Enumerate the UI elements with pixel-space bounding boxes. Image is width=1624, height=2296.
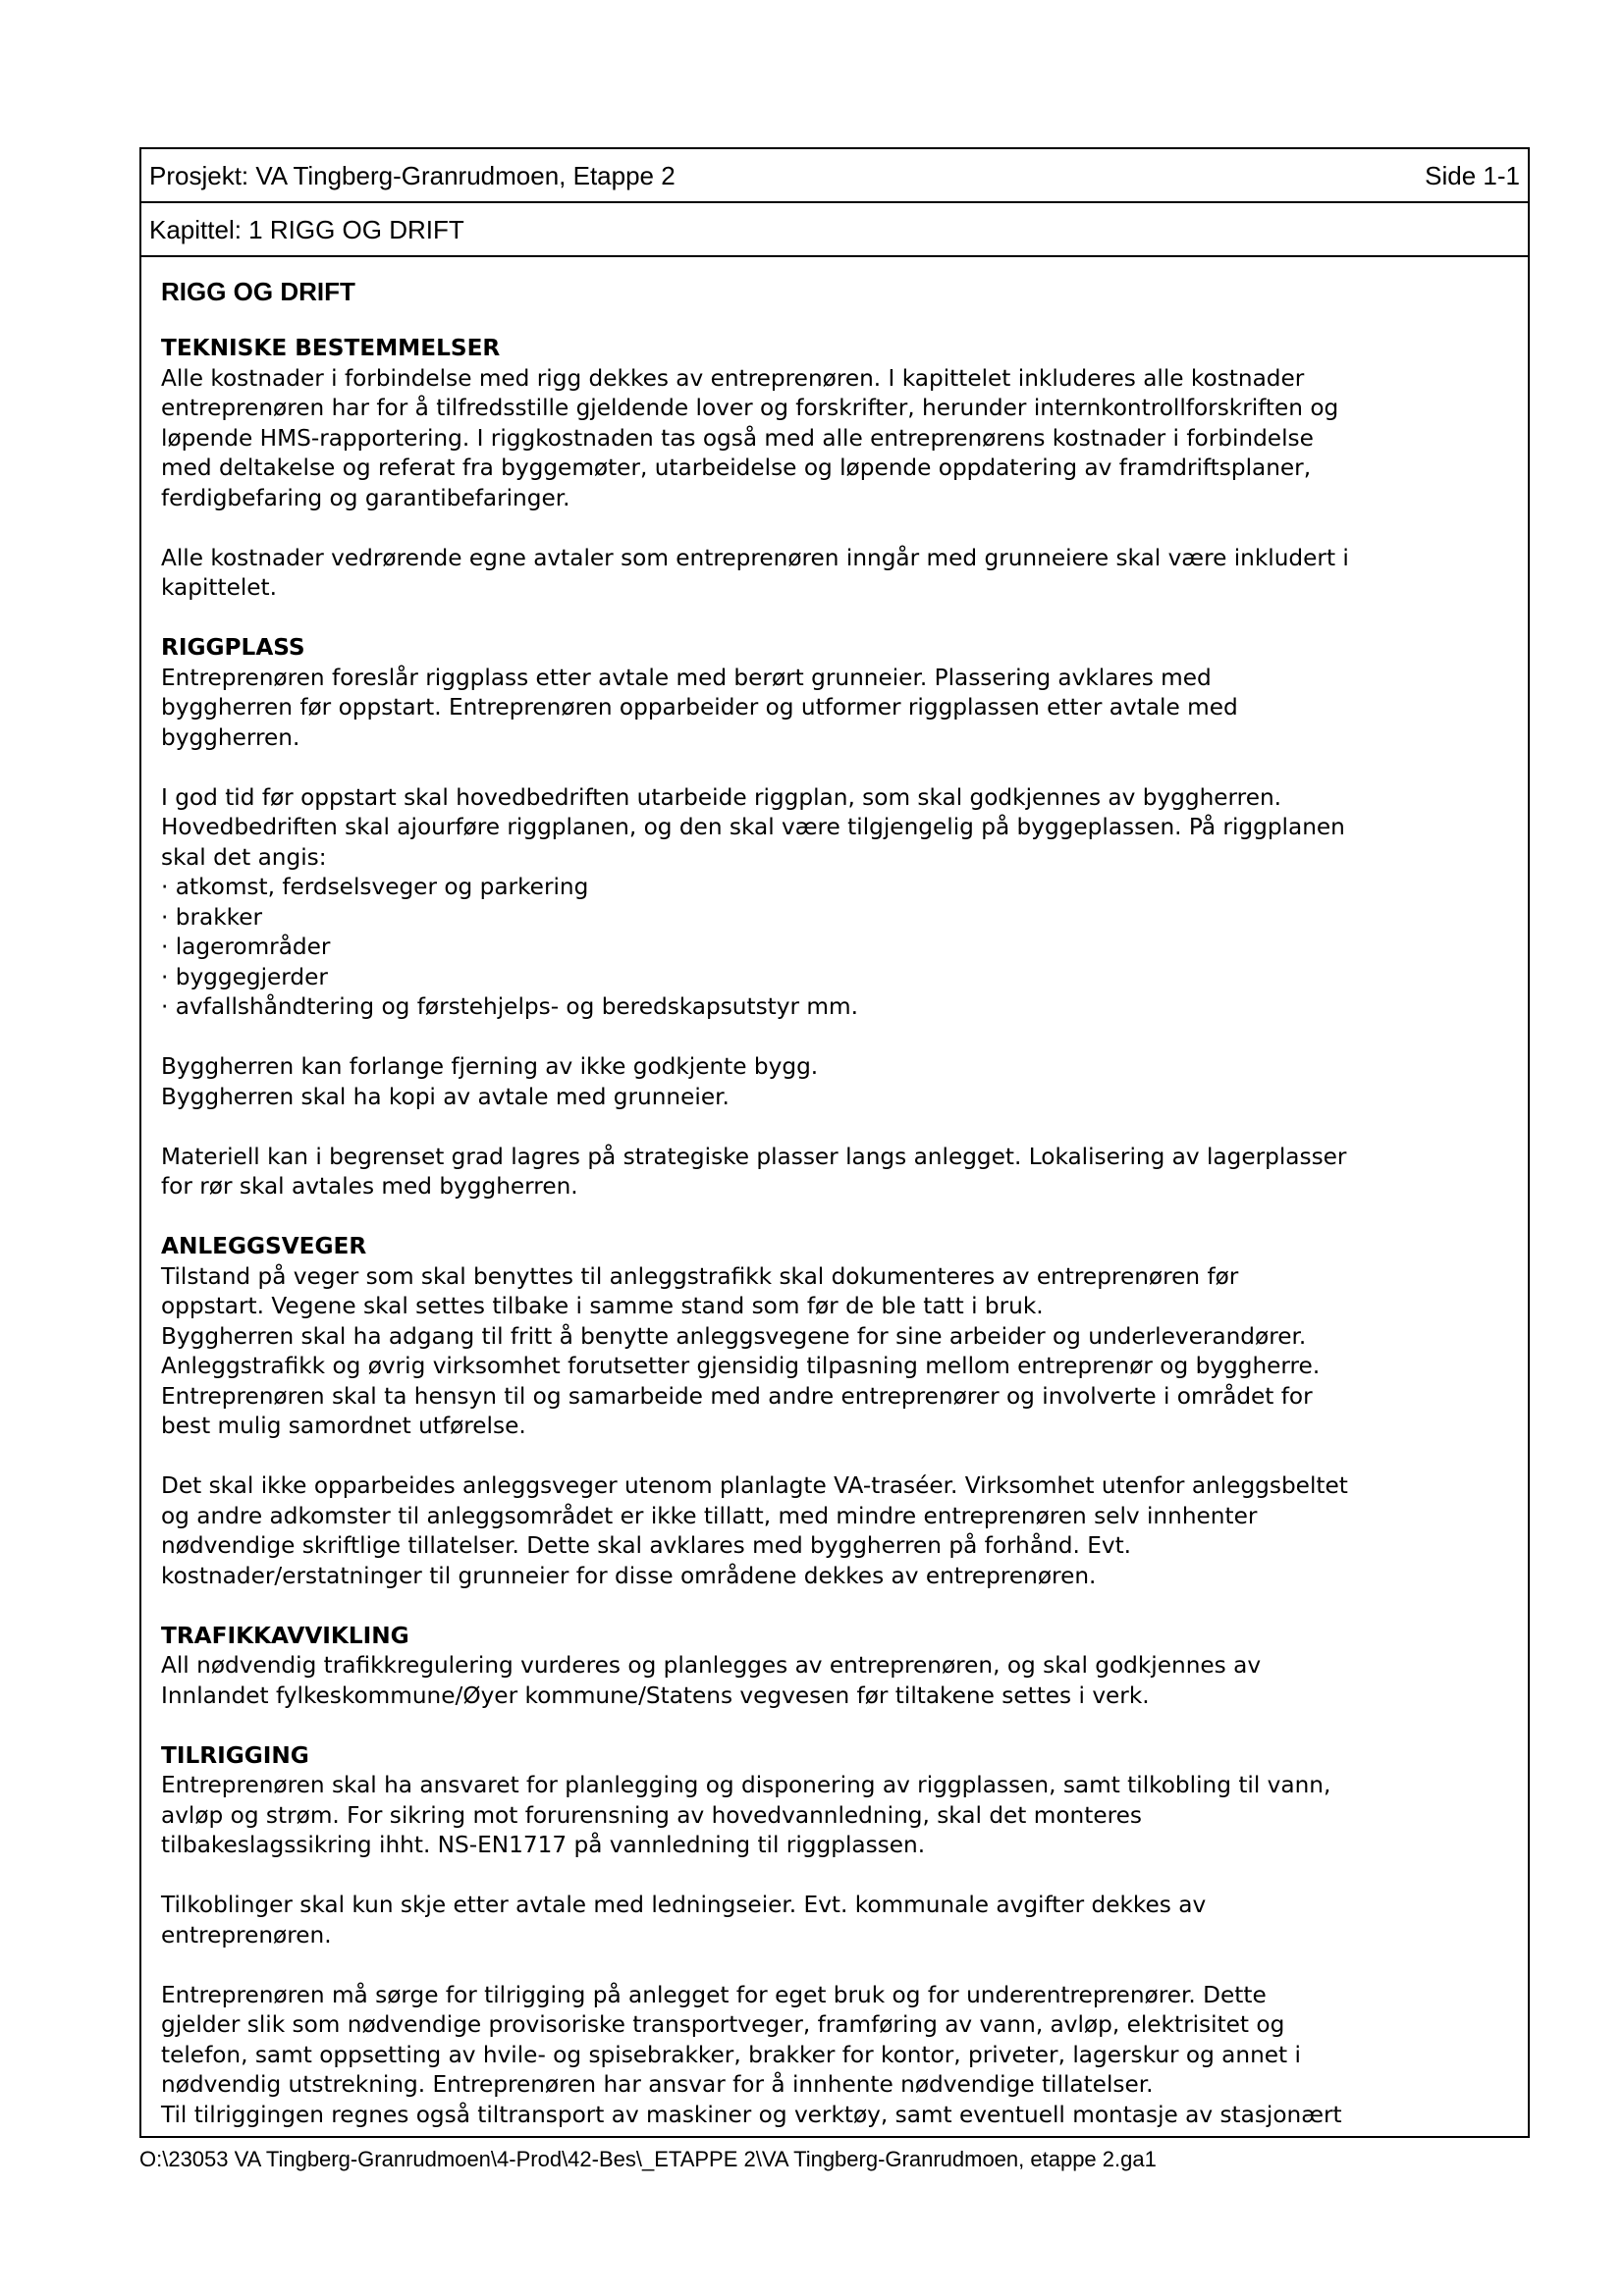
chapter-title: Kapittel: 1 RIGG OG DRIFT xyxy=(149,215,464,244)
document-body xyxy=(161,275,1508,2161)
section-heading: TEKNISKE BESTEMMELSER xyxy=(161,335,501,361)
paragraph: All nødvendig trafikkregulering vurderes og planlegges av entreprenøren, og skal godkjennes av Innlandet fylkeskommune/Øyer kommune/Statens vegvesen før tiltakene settes i verk. xyxy=(161,1652,1262,1709)
paragraph: Byggherren kan forlange fjerning av ikke godkjente bygg. Byggherren skal ha kopi av avtale med grunneier. xyxy=(161,1053,819,1110)
section-heading: TRAFIKKAVVIKLING xyxy=(161,1622,409,1649)
page-number: Side 1-1 xyxy=(1425,161,1520,190)
paragraph: Tilstand på veger som skal benyttes til anleggstrafikk skal dokumenteres av entreprenøren før oppstart. Vegene skal settes tilbake i samme stand som før de ble tatt i bruk. Byggherren skal ha adgang til fritt å benytte anleggsvegene for sine arbeider og underleverandører. Anleggstrafikk og øvrig virksomhet forutsetter gjensidig tilpasning mellom entreprenør og byggherre. Entreprenøren skal ta hensyn til og samarbeide med andre entreprenører og involverte i området for best mulig samordnet utførelse. xyxy=(161,1262,1321,1439)
document-frame xyxy=(139,147,1530,2138)
paragraph: Entreprenøren skal ha ansvaret for planlegging og disponering av riggplassen, samt tilkobling til vann, avløp og strøm. For sikring mot forurensning av hovedvannledning, skal det monteres tilbakeslagssikring ihht. NS-EN1717 på vannledning til riggplassen. xyxy=(161,1772,1331,1858)
header-chapter-row xyxy=(141,203,1528,257)
section-heading: TILRIGGING xyxy=(161,1741,309,1769)
paragraph: Alle kostnader vedrørende egne avtaler som entreprenøren inngår med grunneiere skal være inkludert i kapittelet. xyxy=(161,544,1349,601)
section-heading: ANLEGGSVEGER xyxy=(161,1233,367,1259)
paragraph: Tilkoblinger skal kun skje etter avtale med ledningseier. Evt. kommunale avgifter dekkes av entreprenøren. xyxy=(161,1892,1207,1949)
paragraph: Alle kostnader i forbindelse med rigg dekkes av entreprenøren. I kapittelet inkluderes alle kostnader entreprenøren har for å tilfredsstille gjeldende lover og forskrifter, herunder internkontrollforskriften og løpende HMS-rapportering. I riggkostnaden tas også med alle entreprenørens kostnader i forbindelse med deltakelse og referat fra byggemøter, utarbeidelse og løpende oppdatering av framdriftsplaner, ferdigbefaring og garantibefaringer. xyxy=(161,364,1339,511)
section-tekniske-bestemmelser xyxy=(161,334,1508,604)
paragraph: Det skal ikke opparbeides anleggsveger utenom planlagte VA-traséer. Virksomhet utenfor anleggsbeltet og andre adkomster til anleggsområdet er ikke tillatt, med mindre entreprenøren selv innhenter nødvendige skriftlige tillatelser. Dette skal avklares med byggherren på forhånd. Evt. kostnader/erstatninger til grunneier for disse områdene dekkes av entreprenøren. xyxy=(161,1472,1348,1589)
document-title: RIGG OG DRIFT xyxy=(161,277,355,306)
section-tilrigging xyxy=(161,1741,1508,2131)
section-heading: RIGGPLASS xyxy=(161,634,305,661)
section-riggplass xyxy=(161,633,1508,1202)
paragraph: Entreprenøren må sørge for tilrigging på anlegget for eget bruk og for underentreprenører. Dette gjelder slik som nødvendige provisoriske transportveger, framføring av vann, avløp, elektrisitet og telefon, samt oppsetting av hvile- og spisebrakker, brakker for kontor, priveter, lagerskur og annet i nødvendig utstrekning. Entreprenøren har ansvar for å innhente nødvendige tillatelser. Til tilriggingen regnes også tiltransport av maskiner og verktøy, samt eventuell montasje av stasjonært xyxy=(161,1981,1342,2128)
project-title: Prosjekt: VA Tingberg-Granrudmoen, Etappe 2 xyxy=(149,161,676,190)
paragraph: I god tid før oppstart skal hovedbedriften utarbeide riggplan, som skal godkjennes av byggherren. Hovedbedriften skal ajourføre riggplanen, og den skal være tilgjengelig på byggeplassen. På riggplanen skal det angis: · atkomst, ferdselsveger og parkering · brakker · lagerområder · byggegjerder · avfallshåndtering og førstehjelps- og beredskapsutstyr mm. xyxy=(161,783,1345,1020)
file-path-footer: O:\23053 VA Tingberg-Granrudmoen\4-Prod\42-Bes\_ETAPPE 2\VA Tingberg-Granrudmoen, etappe 2.ga1 xyxy=(139,2147,1157,2171)
header-project-row xyxy=(141,149,1528,203)
section-anleggsveger xyxy=(161,1232,1508,1591)
section-trafikkavvikling xyxy=(161,1622,1508,1712)
paragraph: Entreprenøren foreslår riggplass etter avtale med berørt grunneier. Plassering avklares med byggherren før oppstart. Entreprenøren opparbeider og utformer riggplassen etter avtale med byggherren. xyxy=(161,664,1238,751)
paragraph: Materiell kan i begrenset grad lagres på strategiske plasser langs anlegget. Lokalisering av lagerplasser for rør skal avtales med byggherren. xyxy=(161,1143,1347,1200)
